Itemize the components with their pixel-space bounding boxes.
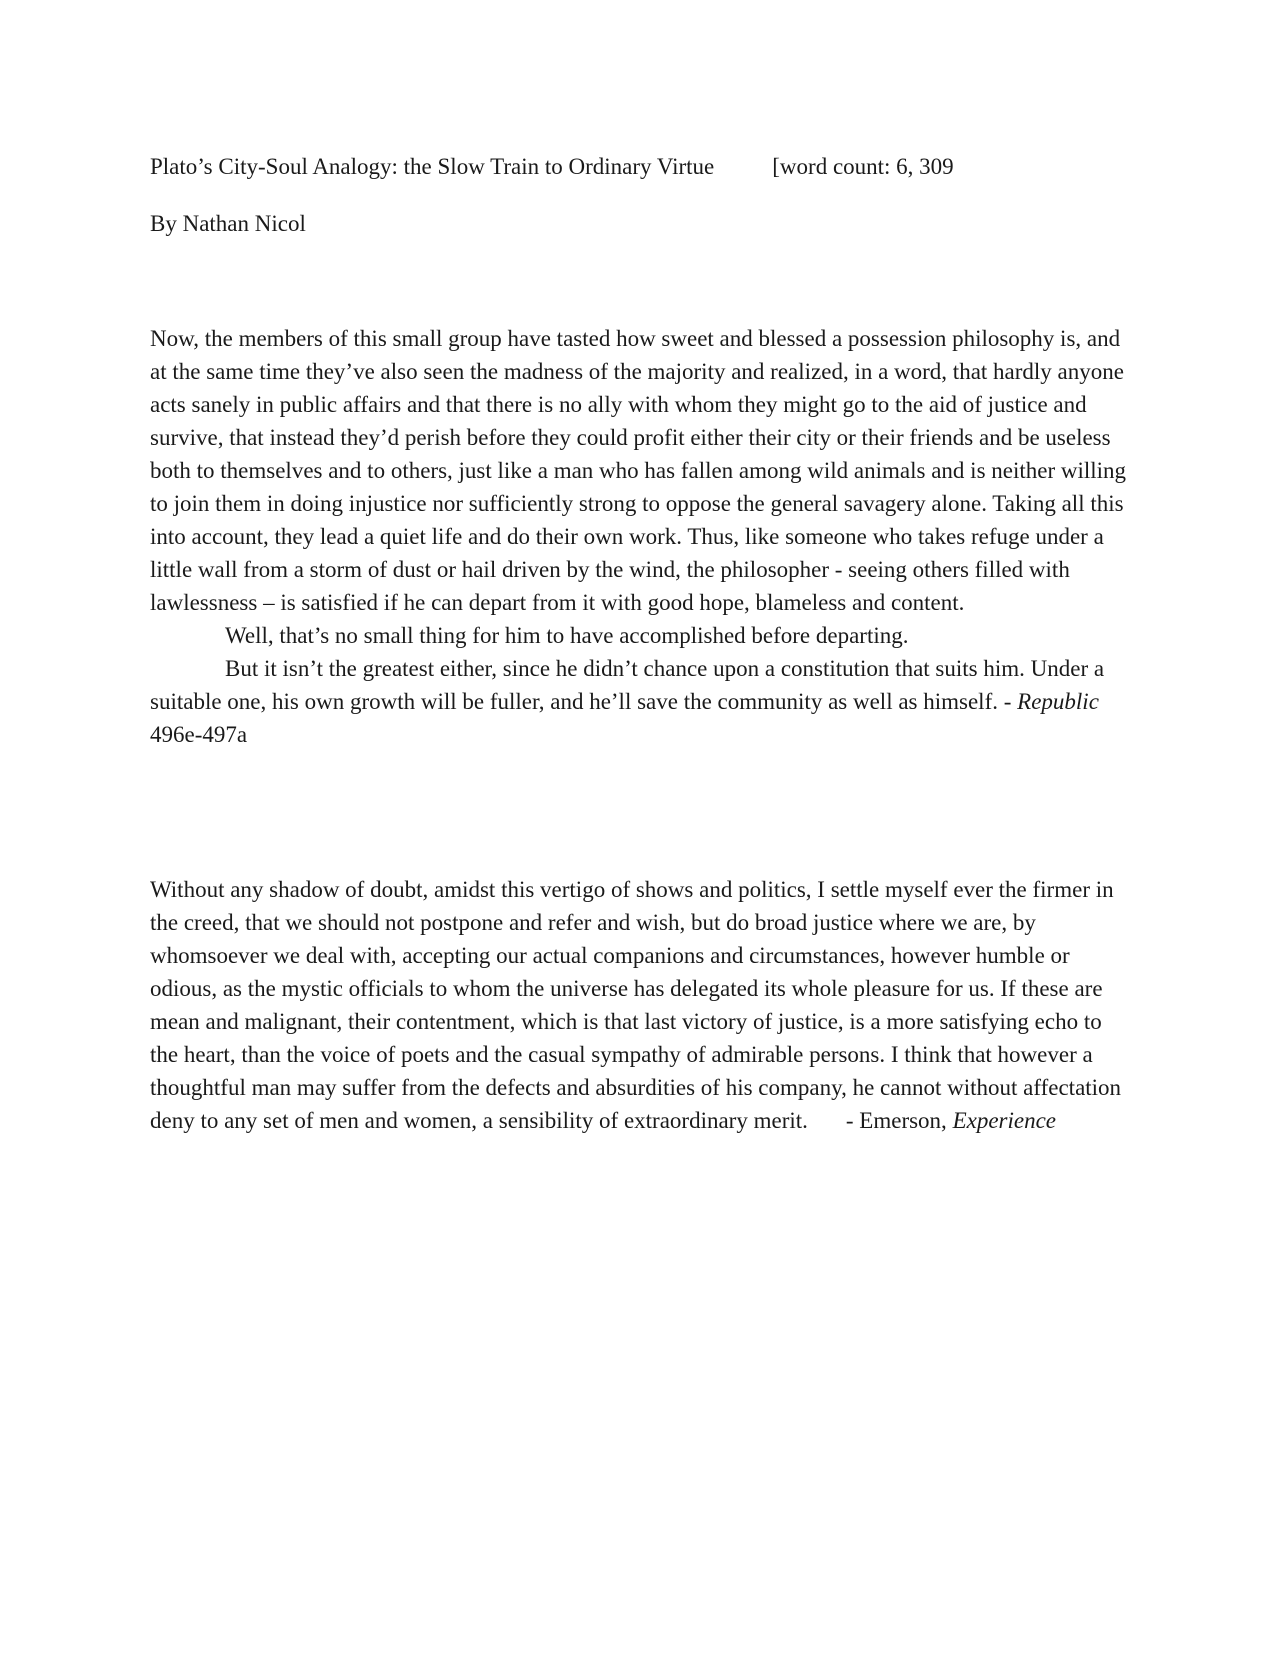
source-prefix: -: [997, 689, 1018, 714]
source-reference: 496e-497a: [150, 722, 248, 747]
epigraph-paragraph-text: But it isn’t the greatest either, since he didn’t chance upon a constitution that suits him. Under a suitable one, his own growth will be fuller, and he’ll save the community as well as himself.: [150, 656, 1105, 714]
epigraph-paragraph: Well, that’s no small thing for him to have accomplished before departing.: [225, 623, 909, 648]
author-line: By Nathan Nicol: [150, 211, 306, 236]
source-work: Experience: [952, 1108, 1056, 1133]
paper-title: Plato’s City-Soul Analogy: the Slow Train to Ordinary Virtue: [150, 154, 715, 179]
epigraph-paragraph-text: Without any shadow of doubt, amidst this vertigo of shows and politics, I settle myself ever the firmer in the creed, that we should not postpone and refer and wish, but do broad justice where we are, by whomsoever we deal with, accepting our actual companions and circumstances, however humble or odious, as the mystic officials to whom the universe has delegated its whole pleasure for us. If these are mean and malignant, their contentment, which is that last victory of justice, is a more satisfying echo to the heart, than the voice of poets and the casual sympathy of admirable persons. I think that however a thoughtful man may suffer from the defects and absurdities of his company, he cannot without affectation deny to any set of men and women, a sensibility of extraordinary merit.: [150, 877, 1122, 1133]
source-author: - Emerson,: [845, 1108, 953, 1133]
epigraph-paragraph: Now, the members of this small group have tasted how sweet and blessed a possession philosophy is, and at the same time they’ve also seen the madness of the majority and realized, in a word, that hardly anyone acts sanely in public affairs and that there is no ally with whom they might go to the aid of justice and survive, that instead they’d perish before they could profit either their city or their friends and be useless both to themselves and to others, just like a man who has fallen among wild animals and is neither willing to join them in doing injustice nor sufficiently strong to oppose the general savagery alone. Taking all this into account, they lead a quiet life and do their own work. Thus, like someone who takes refuge under a little wall from a storm of dust or hail driven by the wind, the philosopher - seeing others filled with lawlessness – is satisfied if he can depart from it with good hope, blameless and content.: [150, 326, 1127, 615]
epigraph-paragraph-with-source: [150, 652, 1135, 751]
epigraph-emerson: [150, 873, 1135, 1137]
epigraph-paragraph-with-source: [150, 873, 1135, 1137]
epigraph-republic: [150, 322, 1135, 751]
title-line: [150, 150, 1130, 183]
word-count: [word count: 6, 309: [772, 154, 954, 179]
source-work: Republic: [1017, 689, 1099, 714]
